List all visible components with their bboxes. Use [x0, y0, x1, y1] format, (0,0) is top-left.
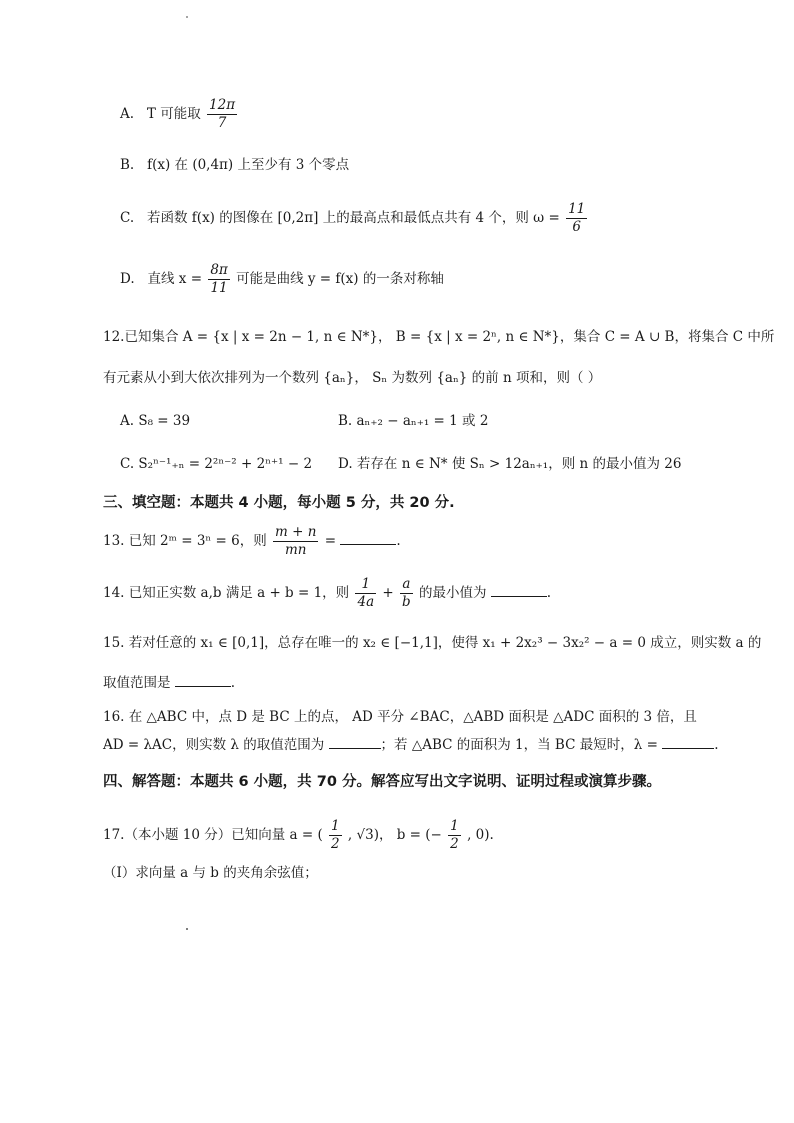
- fraction-numerator: 12π: [209, 97, 236, 113]
- question-text: 17.（本小题 10 分）已知向量 a = (: [103, 826, 323, 843]
- q16-line2: [103, 737, 718, 753]
- q11-option-d: [120, 262, 444, 297]
- question-text: 13. 已知 2ᵐ = 3ⁿ = 6，则: [103, 532, 267, 549]
- q16-line1: 16. 在 △ABC 中，点 D 是 BC 上的点， AD 平分 ∠BAC，△ABD 面积是 △ADC 面积的 3 倍，且: [103, 709, 697, 725]
- fraction: [566, 201, 587, 236]
- fraction-numerator: 1: [355, 576, 376, 594]
- fraction: [207, 97, 237, 132]
- fraction: [273, 524, 318, 559]
- question-text: AD = λAC，则实数 λ 的取值范围为: [103, 737, 325, 753]
- plus-sign: +: [382, 584, 394, 601]
- fraction-denominator: 2: [331, 835, 340, 852]
- equals-sign: =: [324, 532, 337, 549]
- section-heading-fill-in: 三、填空题：本题共 4 小题，每小题 5 分，共 20 分.: [103, 495, 455, 511]
- fraction-denominator: 11: [210, 279, 228, 296]
- fraction: [208, 262, 229, 297]
- option-label: A.: [120, 105, 135, 122]
- fraction: [329, 818, 342, 853]
- fraction-denominator: 4a: [357, 593, 375, 610]
- question-text: 取值范围是: [103, 675, 171, 691]
- q17: [103, 818, 494, 853]
- q12-option-c: C. S₂ⁿ⁻¹₊ₙ = 2²ⁿ⁻² + 2ⁿ⁺¹ − 2: [120, 456, 313, 472]
- q11-option-a: [120, 97, 239, 132]
- period: .: [714, 737, 719, 753]
- question-text: , √3)， b = (−: [347, 826, 442, 843]
- fraction-numerator: m + n: [275, 524, 317, 540]
- q12-option-d: D. 若存在 n ∈ N* 使 Sₙ > 12aₙ₊₁，则 n 的最小值为 26: [338, 456, 682, 472]
- fraction-numerator: a: [400, 576, 413, 594]
- q12-stem-line1: 12.已知集合 A = {x | x = 2n − 1, n ∈ N*}， B = {x | x = 2ⁿ, n ∈ N*}，集合 C = A ∪ B，将集合 C 中所: [103, 329, 775, 345]
- q15-line1: 15. 若对任意的 x₁ ∈ [0,1]，总存在唯一的 x₂ ∈ [−1,1]，使得 x₁ + 2x₂³ − 3x₂² − a = 0 成立，则实数 a 的: [103, 635, 762, 651]
- q11-option-b: [120, 157, 349, 173]
- answer-blank[interactable]: [175, 686, 231, 687]
- section-heading-solutions: 四、解答题：本题共 6 小题，共 70 分。解答应写出文字说明、证明过程或演算步骤。: [103, 774, 661, 790]
- fraction-numerator: 1: [450, 818, 459, 834]
- fraction-numerator: 11: [568, 201, 586, 217]
- option-text: T 可能取: [146, 105, 201, 122]
- fraction: [355, 576, 376, 611]
- option-label: D.: [120, 270, 135, 287]
- q12-option-b: B. aₙ₊₂ − aₙ₊₁ = 1 或 2: [338, 413, 489, 429]
- q13: [103, 524, 401, 559]
- answer-blank[interactable]: [340, 544, 396, 545]
- fraction-numerator: 8π: [210, 262, 228, 278]
- fraction: [400, 576, 413, 611]
- speck-mark: [186, 16, 188, 18]
- speck-mark: [186, 928, 188, 930]
- q12-option-a: A. S₈ = 39: [120, 413, 191, 429]
- q11-option-c: [120, 201, 589, 236]
- answer-blank[interactable]: [491, 596, 547, 597]
- option-text: 若函数 f(x) 的图像在 [0,2π] 上的最高点和最低点共有 4 个，则 ω =: [147, 209, 560, 226]
- period: .: [546, 584, 552, 601]
- fraction-denominator: 6: [572, 218, 581, 235]
- q17-part1: （Ⅰ）求向量 a 与 b 的夹角余弦值；: [103, 865, 318, 881]
- period: .: [396, 532, 401, 549]
- fraction-denominator: b: [402, 593, 411, 610]
- fraction-denominator: 7: [217, 114, 227, 131]
- fraction: [448, 818, 461, 853]
- question-text: 的最小值为: [418, 584, 487, 601]
- option-text: 直线 x =: [147, 270, 203, 287]
- q15-line2: [103, 675, 235, 691]
- answer-blank[interactable]: [329, 748, 381, 749]
- fraction-denominator: mn: [284, 541, 307, 558]
- option-text: 可能是曲线 y = f(x) 的一条对称轴: [236, 270, 444, 287]
- question-text: 14. 已知正实数 a,b 满足 a + b = 1，则: [103, 584, 350, 601]
- q12-stem-line2: 有元素从小到大依次排列为一个数列 {aₙ}， Sₙ 为数列 {aₙ} 的前 n 项和，则（ ）: [103, 370, 602, 386]
- option-label: C.: [120, 209, 135, 226]
- fraction-numerator: 1: [331, 818, 340, 834]
- answer-blank[interactable]: [662, 748, 714, 749]
- q14: [103, 576, 551, 611]
- option-label: B.: [120, 157, 135, 173]
- question-text: , 0).: [467, 826, 494, 843]
- fraction-denominator: 2: [450, 835, 459, 852]
- option-text: f(x) 在 (0,4π) 上至少有 3 个零点: [147, 157, 350, 173]
- question-text: ；若 △ABC 的面积为 1，当 BC 最短时，λ =: [380, 737, 658, 753]
- period: .: [230, 675, 236, 691]
